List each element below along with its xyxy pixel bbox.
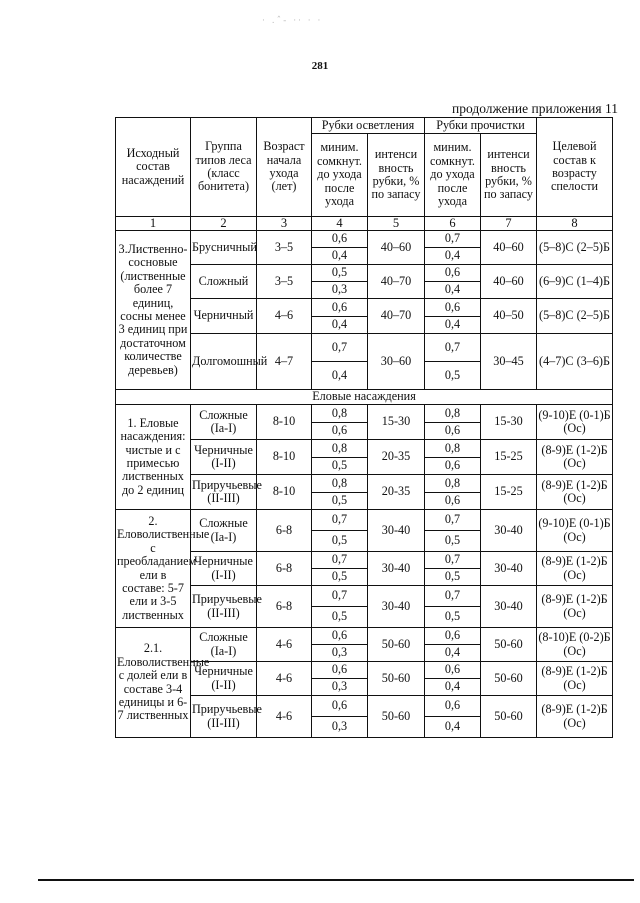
forest-type-cell: Черничные (I-II) [191, 552, 257, 586]
forest-type-cell: Приручьевые (II-III) [191, 586, 257, 628]
forest-type-cell: Сложные (Ia-I) [191, 628, 257, 662]
target-composition-cell: (8-9)Е (1-2)Б (Ос) [537, 662, 613, 696]
bottom-rule [38, 879, 634, 881]
min-density-thinning-before: 0,7 [425, 552, 481, 569]
header-group-cleaning: Рубки осветления [312, 118, 425, 134]
table-row [116, 440, 613, 458]
intensity-cleaning-cell: 40–70 [368, 265, 425, 299]
header-age: Возраст начала ухода (лет) [257, 118, 312, 217]
table-row [116, 299, 613, 317]
intensity-cleaning-cell: 15-30 [368, 405, 425, 440]
intensity-thinning-cell: 40–60 [481, 265, 537, 299]
header-min-density-cleaning: миним. сомкнут. до ухода после ухода [312, 134, 368, 217]
intensity-cleaning-cell: 40–70 [368, 299, 425, 334]
intensity-thinning-cell: 50-60 [481, 628, 537, 662]
age-cell: 3–5 [257, 231, 312, 265]
min-density-before: 0,8 [312, 440, 368, 458]
intensity-thinning-cell: 40–50 [481, 299, 537, 334]
intensity-thinning-cell: 30-40 [481, 586, 537, 628]
header-target: Целевой состав к возрасту спелости [537, 118, 613, 217]
min-density-thinning-before: 0,6 [425, 299, 481, 317]
header-group-thinning: Рубки прочистки [425, 118, 537, 134]
intensity-thinning-cell: 50-60 [481, 696, 537, 738]
min-density-thinning-before: 0,6 [425, 696, 481, 717]
header-forest-type: Группа типов леса (класс бонитета) [191, 118, 257, 217]
intensity-thinning-cell: 15-25 [481, 475, 537, 510]
target-composition-cell: (9-10)Е (0-1)Б (Ос) [537, 510, 613, 552]
intensity-thinning-cell: 40–60 [481, 231, 537, 265]
column-number: 8 [537, 217, 613, 231]
min-density-thinning-before: 0,7 [425, 510, 481, 531]
min-density-thinning-before: 0,7 [425, 334, 481, 362]
forest-type-cell: Приручьевые (II-III) [191, 696, 257, 738]
min-density-after: 0,3 [312, 679, 368, 696]
forest-type-cell: Сложные (Ia-I) [191, 405, 257, 440]
min-density-after: 0,6 [312, 422, 368, 440]
min-density-after: 0,4 [312, 248, 368, 265]
section-title: Еловые насаждения [116, 390, 613, 405]
page-number: 281 [311, 60, 329, 72]
continuation-caption: продолжение приложения 11 [452, 101, 618, 116]
age-cell: 8-10 [257, 440, 312, 475]
min-density-before: 0,7 [312, 552, 368, 569]
min-density-thinning-after: 0,4 [425, 645, 481, 662]
column-number-row [116, 217, 613, 231]
min-density-thinning-before: 0,8 [425, 475, 481, 493]
min-density-after: 0,5 [312, 457, 368, 475]
age-cell: 8-10 [257, 475, 312, 510]
table-row [116, 231, 613, 248]
composition-label: 1. Еловые насаждения: чистые и с примесью лиственных до 2 единиц [116, 405, 191, 510]
column-number: 5 [368, 217, 425, 231]
table-row [116, 628, 613, 645]
table-row [116, 405, 613, 423]
min-density-before: 0,8 [312, 405, 368, 423]
target-composition-cell: (8-9)Е (1-2)Б (Ос) [537, 475, 613, 510]
column-number: 2 [191, 217, 257, 231]
min-density-thinning-after: 0,4 [425, 316, 481, 334]
min-density-thinning-after: 0,5 [425, 569, 481, 586]
column-number: 7 [481, 217, 537, 231]
target-composition-cell: (6–9)С (1–4)Б [537, 265, 613, 299]
intensity-cleaning-cell: 30-40 [368, 510, 425, 552]
min-density-before: 0,7 [312, 510, 368, 531]
age-cell: 4–6 [257, 299, 312, 334]
forest-type-cell: Черничные (I-II) [191, 662, 257, 696]
min-density-thinning-before: 0,8 [425, 440, 481, 458]
section-row [116, 390, 613, 405]
intensity-cleaning-cell: 50-60 [368, 696, 425, 738]
min-density-thinning-before: 0,7 [425, 231, 481, 248]
intensity-cleaning-cell: 50-60 [368, 662, 425, 696]
header-intensity-cleaning: интенси вность рубки, % по запасу [368, 134, 425, 217]
age-cell: 4–7 [257, 334, 312, 390]
table-row [116, 696, 613, 717]
intensity-thinning-cell: 50-60 [481, 662, 537, 696]
target-composition-cell: (9-10)Е (0-1)Б (Ос) [537, 405, 613, 440]
age-cell: 4-6 [257, 662, 312, 696]
header-composition: Исходный состав насаждений [116, 118, 191, 217]
forest-type-cell: Сложные (Ia-I) [191, 510, 257, 552]
min-density-thinning-after: 0,5 [425, 531, 481, 552]
target-composition-cell: (8-9)Е (1-2)Б (Ос) [537, 696, 613, 738]
table-row [116, 334, 613, 362]
min-density-thinning-after: 0,4 [425, 282, 481, 299]
min-density-thinning-after: 0,6 [425, 492, 481, 510]
min-density-thinning-before: 0,6 [425, 628, 481, 645]
target-composition-cell: (8-9)Е (1-2)Б (Ос) [537, 552, 613, 586]
min-density-before: 0,5 [312, 265, 368, 282]
min-density-after: 0,5 [312, 531, 368, 552]
forest-type-cell: Приручьевые (II-III) [191, 475, 257, 510]
column-number: 6 [425, 217, 481, 231]
target-composition-cell: (8-9)Е (1-2)Б (Ос) [537, 586, 613, 628]
min-density-before: 0,8 [312, 475, 368, 493]
min-density-after: 0,5 [312, 492, 368, 510]
intensity-cleaning-cell: 50-60 [368, 628, 425, 662]
forest-type-cell: Долгомошный [191, 334, 257, 390]
table-row [116, 475, 613, 493]
forest-type-cell: Сложный [191, 265, 257, 299]
min-density-after: 0,5 [312, 569, 368, 586]
min-density-after: 0,5 [312, 607, 368, 628]
age-cell: 8-10 [257, 405, 312, 440]
table-row [116, 510, 613, 531]
intensity-cleaning-cell: 20-35 [368, 475, 425, 510]
header-min-density-thinning: миним. сомкнут. до ухода после ухода [425, 134, 481, 217]
min-density-thinning-before: 0,6 [425, 265, 481, 282]
age-cell: 6-8 [257, 586, 312, 628]
intensity-cleaning-cell: 30-40 [368, 552, 425, 586]
min-density-thinning-before: 0,8 [425, 405, 481, 423]
forest-type-cell: Черничный [191, 299, 257, 334]
intensity-thinning-cell: 15-25 [481, 440, 537, 475]
min-density-thinning-after: 0,4 [425, 679, 481, 696]
intensity-cleaning-cell: 30–60 [368, 334, 425, 390]
min-density-before: 0,6 [312, 628, 368, 645]
age-cell: 4-6 [257, 628, 312, 662]
min-density-before: 0,6 [312, 231, 368, 248]
intensity-thinning-cell: 30-40 [481, 552, 537, 586]
min-density-after: 0,3 [312, 717, 368, 738]
min-density-thinning-after: 0,6 [425, 422, 481, 440]
age-cell: 4-6 [257, 696, 312, 738]
target-composition-cell: (8-10)Е (0-2)Б (Ос) [537, 628, 613, 662]
composition-label: 2. Еловолиственные с преобладанием ели в составе: 5-7 ели и 3-5 лиственных [116, 510, 191, 628]
scan-artifact: · .ˆ- ·· · · [262, 16, 323, 26]
column-number: 1 [116, 217, 191, 231]
min-density-thinning-after: 0,5 [425, 607, 481, 628]
target-composition-cell: (4–7)С (3–6)Б [537, 334, 613, 390]
age-cell: 6-8 [257, 510, 312, 552]
forest-type-cell: Черничные (I-II) [191, 440, 257, 475]
min-density-thinning-before: 0,6 [425, 662, 481, 679]
min-density-before: 0,7 [312, 586, 368, 607]
age-cell: 3–5 [257, 265, 312, 299]
table-row [116, 586, 613, 607]
min-density-before: 0,6 [312, 299, 368, 317]
intensity-thinning-cell: 30-40 [481, 510, 537, 552]
header-intensity-thinning: интенси вность рубки, % по запасу [481, 134, 537, 217]
composition-label: 2.1. Еловолиственные с долей ели в составе 3-4 единицы и 6-7 лиственных [116, 628, 191, 738]
min-density-thinning-after: 0,5 [425, 362, 481, 390]
target-composition-cell: (8-9)Е (1-2)Б (Ос) [537, 440, 613, 475]
min-density-thinning-after: 0,4 [425, 717, 481, 738]
age-cell: 6-8 [257, 552, 312, 586]
intensity-thinning-cell: 30–45 [481, 334, 537, 390]
min-density-after: 0,3 [312, 645, 368, 662]
silviculture-table [115, 117, 613, 738]
forest-type-cell: Брусничный [191, 231, 257, 265]
column-number: 4 [312, 217, 368, 231]
min-density-after: 0,4 [312, 316, 368, 334]
composition-label: 3.Лиственно-сосновые (лиственные более 7 единиц, сосны менее 3 единиц при достаточном количестве деревьев) [116, 231, 191, 390]
min-density-thinning-after: 0,4 [425, 248, 481, 265]
min-density-thinning-after: 0,6 [425, 457, 481, 475]
min-density-after: 0,3 [312, 282, 368, 299]
min-density-before: 0,7 [312, 334, 368, 362]
table-row [116, 265, 613, 282]
min-density-before: 0,6 [312, 696, 368, 717]
intensity-cleaning-cell: 30-40 [368, 586, 425, 628]
min-density-before: 0,6 [312, 662, 368, 679]
min-density-thinning-before: 0,7 [425, 586, 481, 607]
intensity-cleaning-cell: 20-35 [368, 440, 425, 475]
target-composition-cell: (5–8)С (2–5)Б [537, 299, 613, 334]
column-number: 3 [257, 217, 312, 231]
intensity-cleaning-cell: 40–60 [368, 231, 425, 265]
target-composition-cell: (5–8)С (2–5)Б [537, 231, 613, 265]
intensity-thinning-cell: 15-30 [481, 405, 537, 440]
min-density-after: 0,4 [312, 362, 368, 390]
